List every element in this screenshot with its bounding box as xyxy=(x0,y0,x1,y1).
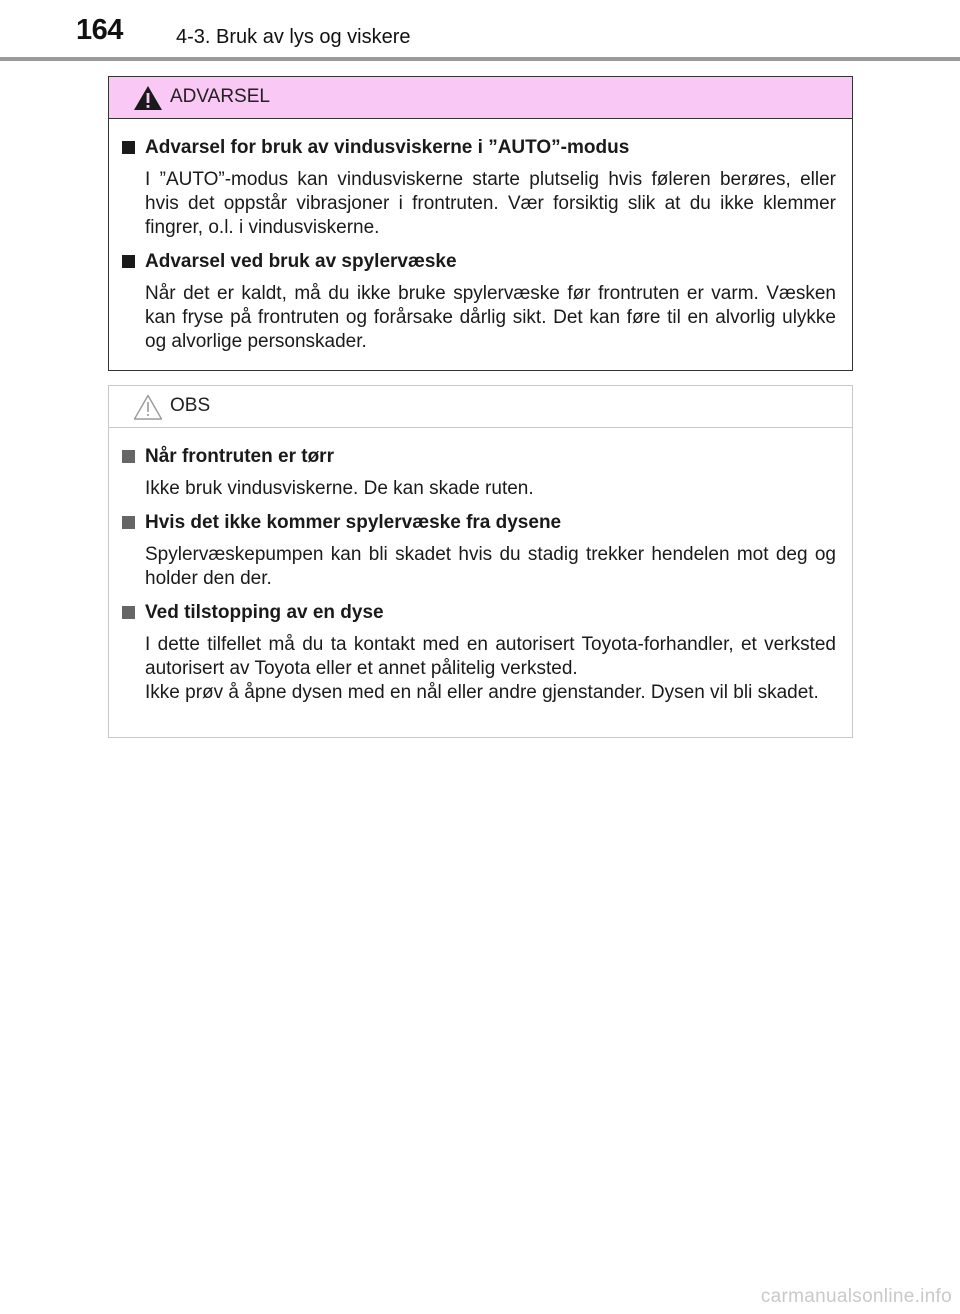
bullet-square-icon xyxy=(122,450,135,463)
notice-box-header xyxy=(109,386,852,428)
notice-item-title xyxy=(119,445,836,469)
warning-item-title-text: Advarsel for bruk av vindusviskerne i ”AUTO”-modus xyxy=(145,137,630,158)
notice-item-paragraph: I dette tilfellet må du ta kontakt med en autorisert Toyota-forhandler, et verksted autorisert av Toyota eller et annet pålitelig verksted. xyxy=(145,634,836,679)
page-number: 164 xyxy=(76,14,123,46)
warning-item-title xyxy=(119,250,836,274)
bullet-square-icon xyxy=(122,606,135,619)
notice-item-text xyxy=(119,477,836,501)
warning-item-title-text: Advarsel ved bruk av spylervæske xyxy=(145,251,457,272)
warning-item-text xyxy=(119,168,836,240)
warning-triangle-filled-icon xyxy=(133,84,163,112)
warning-body xyxy=(109,119,852,354)
notice-item-title-text: Ved tilstopping av en dyse xyxy=(145,602,384,623)
notice-item-paragraph: Spylervæskepumpen kan bli skadet hvis du stadig trekker hendelen mot deg og holder den der. xyxy=(145,544,836,589)
notice-item-title xyxy=(119,511,836,535)
warning-item-paragraph: I ”AUTO”-modus kan vindusviskerne starte plutselig hvis føleren berøres, eller hvis det oppstår vibrasjoner i frontruten. Vær forsiktig slik at du ikke klemmer fingrer, o.l. i vindusviskerne. xyxy=(145,169,836,238)
warning-triangle-outline-icon xyxy=(133,393,163,421)
bullet-square-icon xyxy=(122,141,135,154)
watermark: carmanualsonline.info xyxy=(760,1286,952,1307)
section-title: 4-3. Bruk av lys og viskere xyxy=(176,26,411,48)
notice-box xyxy=(108,385,853,738)
header-rule xyxy=(0,57,960,61)
warning-item-title xyxy=(119,136,836,160)
notice-item-text xyxy=(119,633,836,705)
notice-item-title-text: Når frontruten er tørr xyxy=(145,446,334,467)
bullet-square-icon xyxy=(122,516,135,529)
notice-item-text xyxy=(119,543,836,591)
notice-item-paragraph: Ikke prøv å åpne dysen med en nål eller andre gjenstander. Dysen vil bli skadet. xyxy=(145,682,819,703)
notice-body xyxy=(109,428,852,705)
warning-item-text xyxy=(119,282,836,354)
notice-item-title-text: Hvis det ikke kommer spylervæske fra dysene xyxy=(145,512,562,533)
bullet-square-icon xyxy=(122,255,135,268)
warning-item-paragraph: Når det er kaldt, må du ikke bruke spylervæske før frontruten er varm. Væsken kan fryse på frontruten og forårsake dårlig sikt. Det kan føre til en alvorlig ulykke og alvorlige personskader. xyxy=(145,283,836,352)
notice-item-paragraph: Ikke bruk vindusviskerne. De kan skade ruten. xyxy=(145,478,534,499)
warning-label: ADVARSEL xyxy=(170,86,270,107)
notice-label: OBS xyxy=(170,395,211,416)
notice-item-title xyxy=(119,601,836,625)
warning-box xyxy=(108,76,853,371)
warning-box-header xyxy=(109,77,852,119)
page-header xyxy=(0,0,960,60)
